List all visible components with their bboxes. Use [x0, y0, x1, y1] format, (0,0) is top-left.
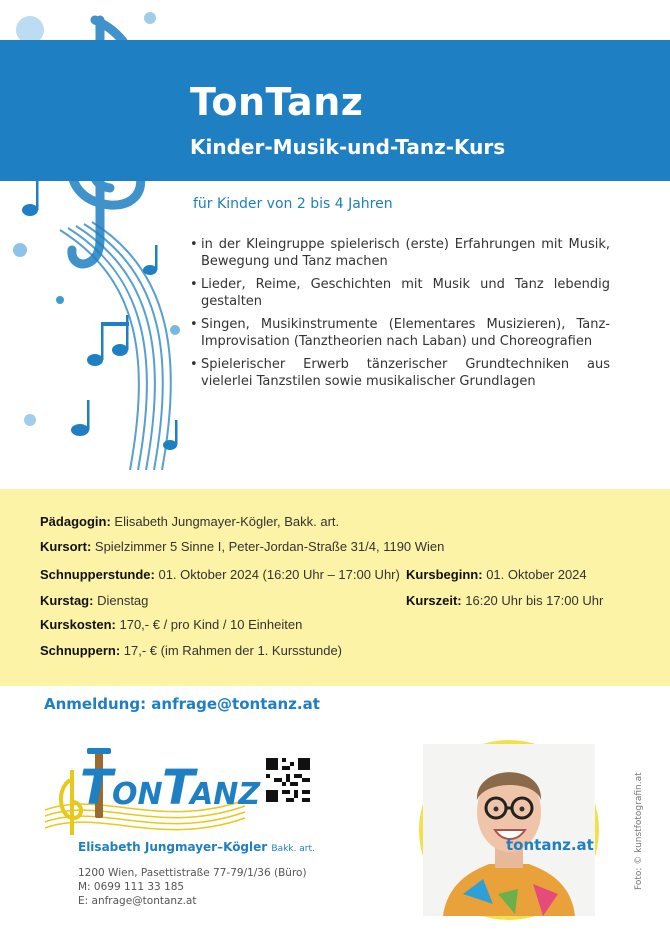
portrait-photo	[419, 740, 599, 920]
info-kurszeit: Kurszeit: 16:20 Uhr bis 17:00 Uhr	[406, 593, 604, 608]
info-paedagogin: Pädagogin: Elisabeth Jungmayer-Kögler, Bakk. art.	[40, 514, 340, 529]
info-schnupperstunde: Schnupperstunde: 01. Oktober 2024 (16:20 Uhr – 17:00 Uhr)	[40, 567, 400, 582]
registration-link[interactable]: Anmeldung: anfrage@tontanz.at	[44, 695, 320, 713]
list-item: • Lieder, Reime, Geschichten mit Musik und Tanz lebendig gestalten	[190, 276, 610, 310]
page-subtitle: Kinder-Musik-und-Tanz-Kurs	[190, 135, 506, 159]
list-item: • Spielerischer Erwerb tänzerischer Grundtechniken aus vielerlei Tanzstilen sowie musikalischer Grundlagen	[190, 356, 610, 390]
photo-credit: Foto: © kunstfotografin.at	[634, 772, 644, 890]
tontanz-logo	[40, 740, 261, 840]
svg-text:ANZ: ANZ	[190, 777, 261, 812]
svg-text:T: T	[80, 760, 113, 816]
contact-email[interactable]: E: anfrage@tontanz.at	[78, 895, 197, 907]
info-schnuppern: Schnuppern: 17,- € (im Rahmen der 1. Kursstunde)	[40, 643, 343, 658]
info-kurstag: Kurstag: Dienstag	[40, 593, 149, 608]
contact-phone[interactable]: M: 0699 111 33 185	[78, 881, 185, 893]
website-link[interactable]: tontanz.at	[506, 836, 594, 854]
svg-text:T: T	[162, 760, 195, 816]
svg-text:ON: ON	[112, 777, 163, 812]
list-item: • Singen, Musikinstrumente (Elementares Musizieren), Tanz-Improvisation (Tanztheorien nach Laban) und Choreografien	[190, 316, 610, 350]
info-kurskosten: Kurskosten: 170,- € / pro Kind / 10 Einheiten	[40, 617, 303, 632]
page-title: TonTanz	[190, 80, 364, 124]
info-kursbeginn: Kursbeginn: 01. Oktober 2024	[406, 567, 587, 582]
course-features-list	[190, 236, 610, 396]
age-range-text: für Kinder von 2 bis 4 Jahren	[193, 196, 393, 212]
contact-name: Elisabeth Jungmayer–Kögler Bakk. art.	[78, 840, 315, 854]
contact-address: 1200 Wien, Pasettistraße 77-79/1/36 (Büro)	[78, 867, 307, 879]
portrait-illustration	[423, 744, 595, 916]
contact-details	[78, 866, 307, 908]
info-kursort: Kursort: Spielzimmer 5 Sinne I, Peter-Jordan-Straße 31/4, 1190 Wien	[40, 539, 445, 554]
qr-code-icon[interactable]	[266, 758, 310, 802]
list-item: • in der Kleingruppe spielerisch (erste) Erfahrungen mit Musik, Bewegung und Tanz machen	[190, 236, 610, 270]
